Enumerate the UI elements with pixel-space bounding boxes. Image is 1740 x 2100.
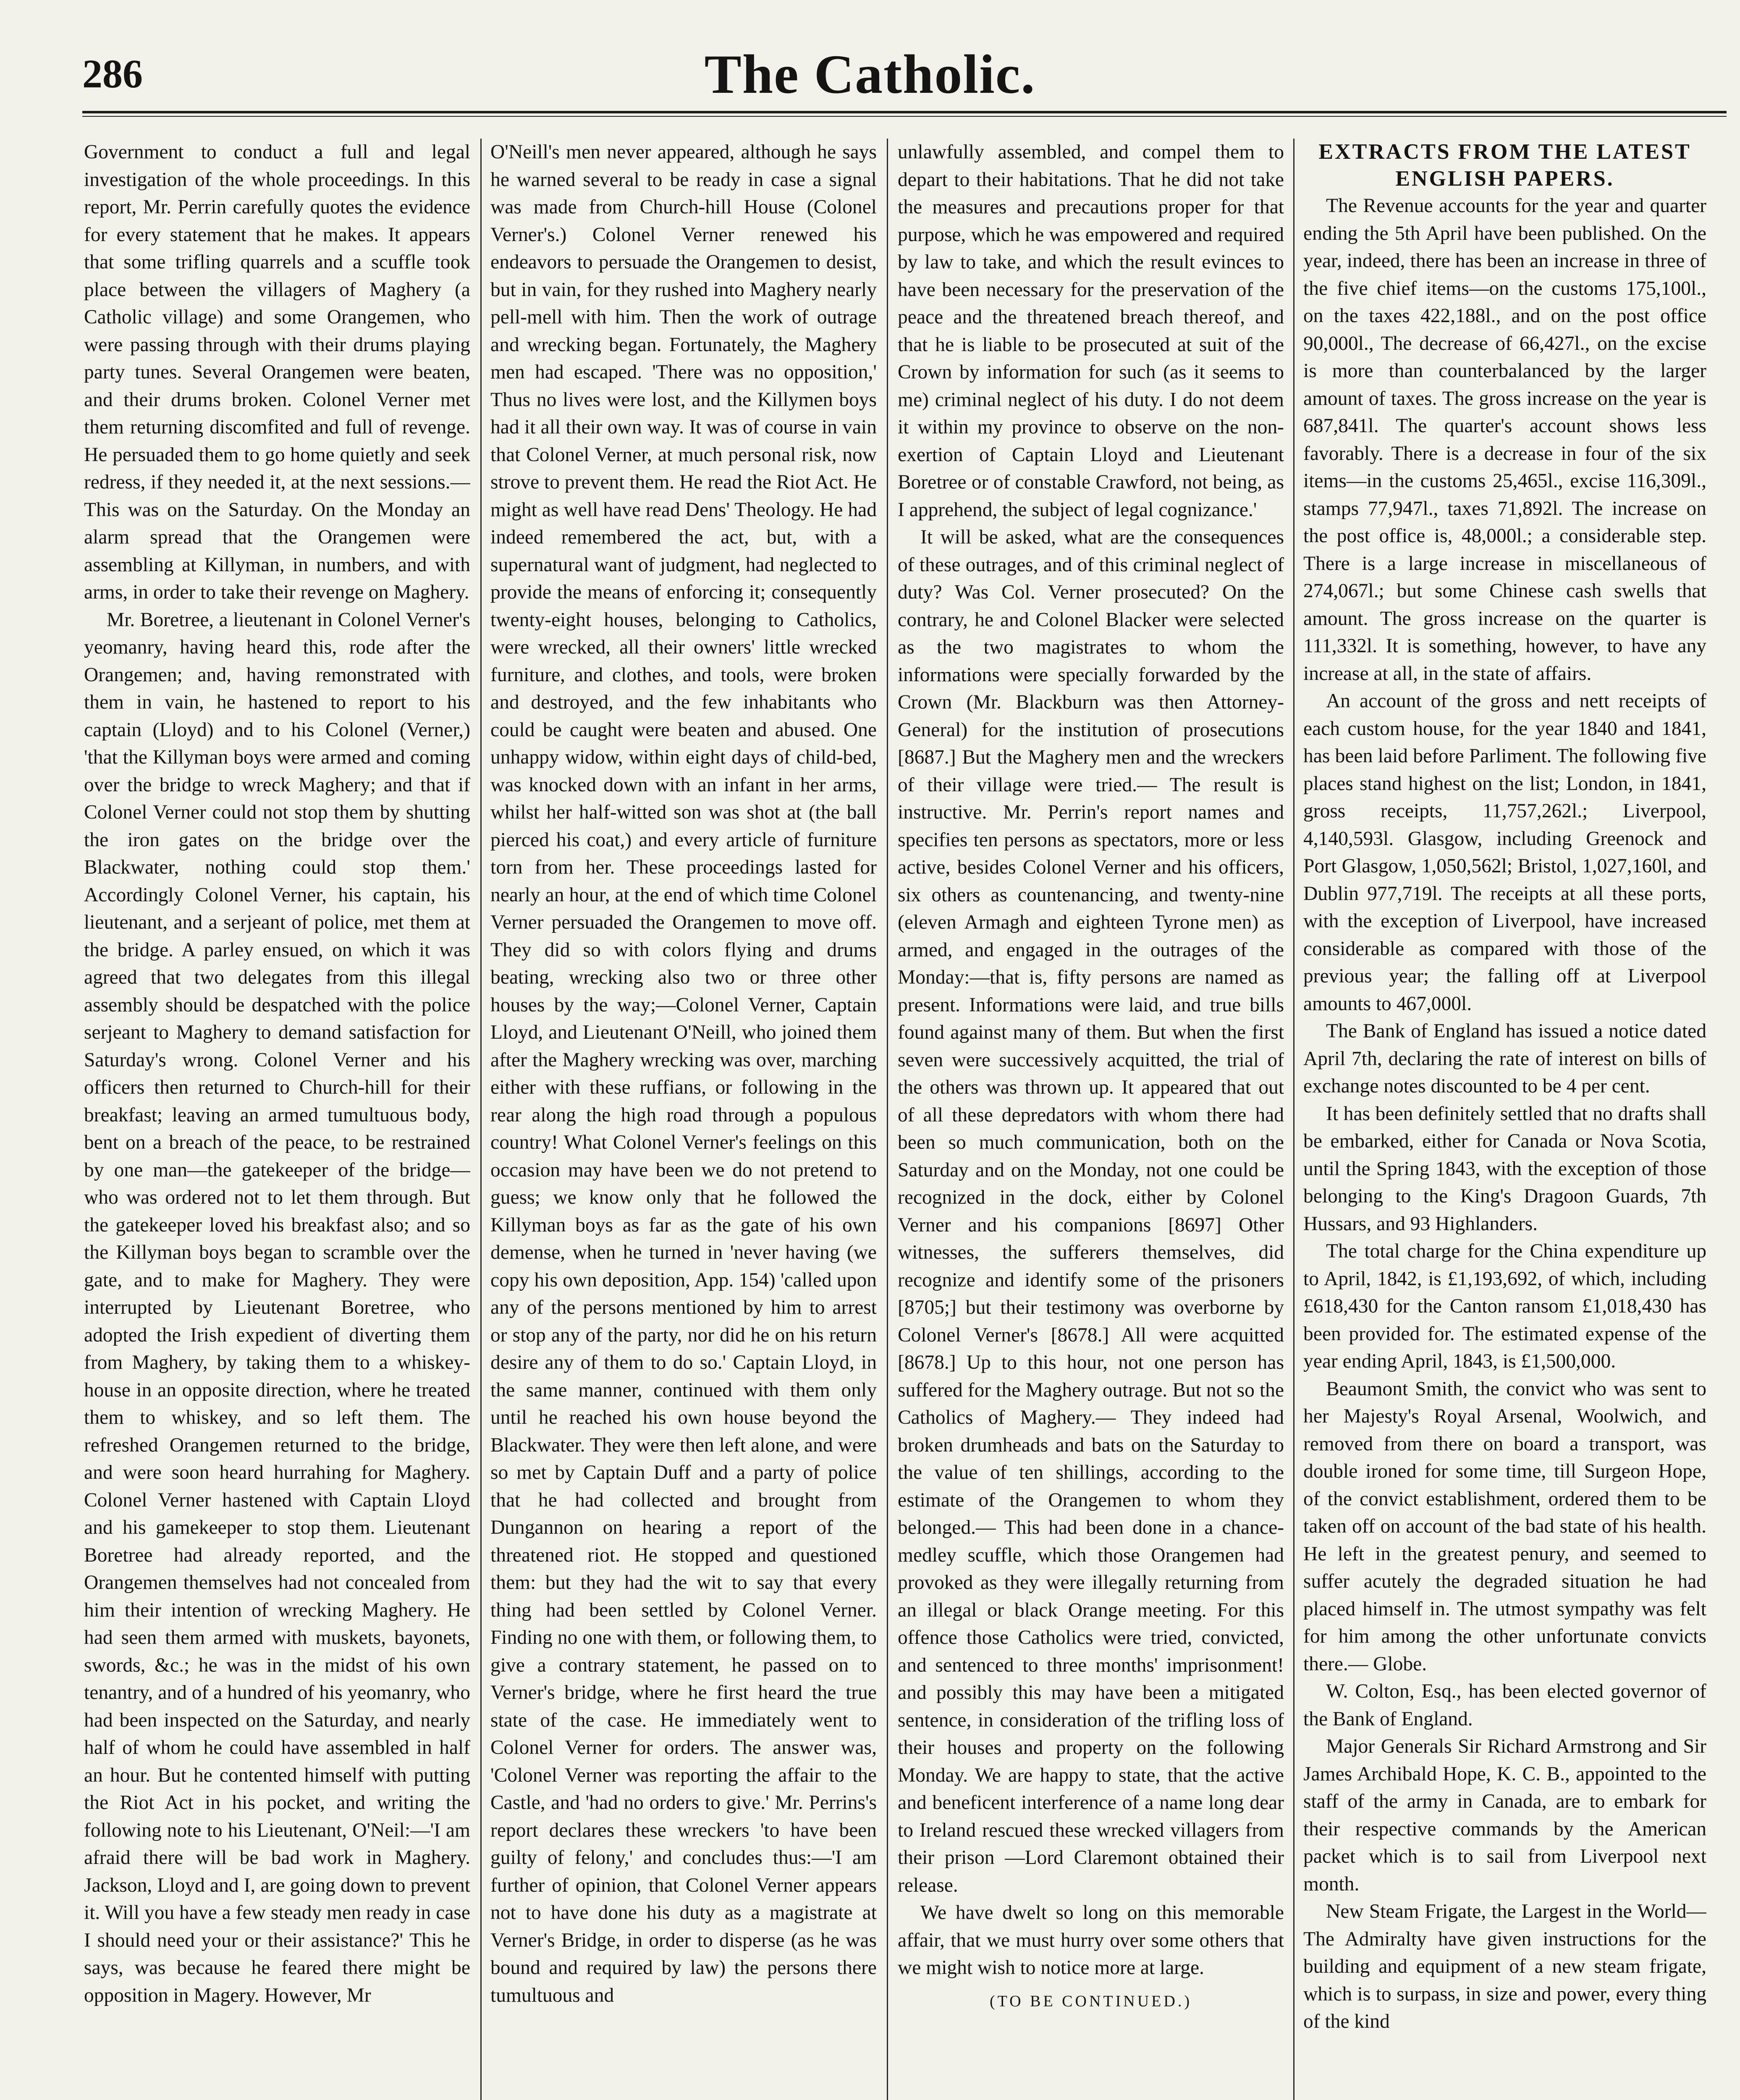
section-heading: EXTRACTS FROM THE LATEST ENGLISH PAPERS.	[1318, 140, 1691, 191]
news-item: New Steam Frigate, the Largest in the World—The Admiralty have given instructions for the building and equipment of a new steam frigate, which is to surpass, in size and power, every thing of the kind	[1303, 1900, 1706, 2032]
column-divider	[480, 139, 482, 2100]
column-4	[1303, 139, 1706, 2100]
news-item: The Revenue accounts for the year and quarter ending the 5th April have been published. On the year, indeed, there has been an increase in three of the five chief items—on the customs 175,100l., on the taxes 422,188l., and on the post office 90,000l., The decrease of 66,427l., on the excise is more than counterbalanced by the larger amount of taxes. The gross increase on the year is 687,841l. The quarter's account shows less favorably. There is a decrease in four of the six items—in the customs 25,465l., excise 116,309l., stamps 77,947l., taxes 71,892l. The increase on the post office is, 48,000l.; a considerable step. There is a large increase in miscellaneous of 274,067l.; but some Chinese cash swells that amount. The gross increase on the quarter is 111,332l. It is something, however, to have any increase at all, in the state of affairs.	[1303, 195, 1706, 685]
header-rule	[82, 111, 1727, 117]
article-paragraph: Government to conduct a full and legal investigation of the whole proceedings. In this report, Mr. Perrin carefully quotes the evidence for every statement that he makes. It appears that some trifling quarrels and a scuffle took place between the villagers of Maghery (a Catholic village) and some Orangemen, who were passing through with their drums playing party tunes. Several Orangemen were beaten, and their drums broken. Colonel Verner met them returning discomfited and full of revenge. He persuaded them to go home quietly and seek redress, if they needed it, at the next sessions.— This was on the Saturday. On the Monday an alarm spread that the Orangemen were assembling at Killyman, in numbers, and with arms, in order to take their revenge on Maghery.	[84, 141, 470, 603]
news-item: W. Colton, Esq., has been elected governor of the Bank of England.	[1303, 1680, 1706, 1730]
column-1	[84, 139, 470, 2100]
page-number: 286	[82, 51, 143, 96]
article-paragraph: Mr. Boretree, a lieutenant in Colonel Verner's yeomanry, having heard this, rode after the Orangemen; and, having remonstrated with them in vain, he hastened to report to his captain (Lloyd) and to his Colonel (Verner,) 'that the Killyman boys were armed and coming over the bridge to wreck Maghery; and that if Colonel Verner could not stop them by shutting the iron gates on the bridge over the Blackwater, nothing could stop them.' Accordingly Colonel Verner, his captain, his lieutenant, and a serjeant of police, met them at the bridge. A parley ensued, on which it was agreed that two delegates from this illegal assembly should be despatched with the police serjeant to Maghery to demand satisfaction for Saturday's wrong. Colonel Verner and his officers then returned to Church-hill for their breakfast; leaving an armed tumultuous body, bent on a breach of the peace, to be restrained by one man—the gatekeeper of the bridge—who was ordered not to let them through. But the gatekeeper loved his breakfast also; and so the Killyman boys began to scramble over the gate, and to make for Maghery. They were interrupted by Lieutenant Boretree, who adopted the Irish expedient of diverting them from Maghery, by taking them to a whiskey-house in an opposite direction, where he treated them to whiskey, and so left them. The refreshed Orangemen returned to the bridge, and were soon heard hurrahing for Maghery. Colonel Verner hastened with Captain Lloyd and his gamekeeper to stop them. Lieutenant Boretree had already reported, and the Orangemen themselves had not concealed from him their intention of wrecking Maghery. He had seen them armed with muskets, bayonets, swords, &c.; he was in the midst of his own tenantry, and of a hundred of his yeomanry, who had been inspected on the Saturday, and nearly half of whom he could have assembled in half an hour. But he contented himself with putting the Riot Act in his pocket, and writing the following note to his Lieutenant, O'Neil:—'I am afraid there will be bad work in Maghery. Jackson, Lloyd and I, are going down to prevent it. Will you have a few steady men ready in case I should need your or their assistance?' This he says, was because he feared there might be opposition in Magery. However, Mr	[84, 609, 470, 2006]
news-item: It has been definitely settled that no drafts shall be embarked, either for Canada or Nova Scotia, until the Spring 1843, with the exception of those belonging to the King's Dragoon Guards, 7th Hussars, and 93 Highlanders.	[1303, 1102, 1706, 1235]
column-divider	[887, 139, 888, 2100]
article-paragraph: unlawfully assembled, and compel them to depart to their habitations. That he did not take the measures and precautions proper for that purpose, which he was empowered and required by law to take, and which the result evinces to have been necessary for the preservation of the peace and the threatened breach thereof, and that he is liable to be prosecuted at suit of the Crown by information for such (as it seems to me) criminal neglect of his duty. I do not deem it within my province to observe on the non-exertion of Captain Lloyd and Lieutenant Boretree or of constable Crawford, not being, as I apprehend, the subject of legal cognizance.'	[898, 141, 1284, 521]
column-3	[898, 139, 1284, 2100]
article-paragraph: We have dwelt so long on this memorable affair, that we must hurry over some others that we might wish to notice more at large.	[898, 1902, 1284, 1979]
newspaper-title: The Catholic.	[704, 43, 1036, 105]
column-divider	[1293, 139, 1295, 2100]
news-item: The Bank of England has issued a notice dated April 7th, declaring the rate of interest on bills of exchange notes discounted to be 4 per cent.	[1303, 1020, 1706, 1097]
news-item: The total charge for the China expenditure up to April, 1842, is £1,193,692, of which, including £618,430 for the Canton ransom £1,018,430 has been provided for. The estimated expense of the year ending April, 1843, is £1,500,000.	[1303, 1240, 1706, 1372]
continued-notice: (TO BE CONTINUED.)	[990, 1992, 1192, 2010]
article-paragraph: O'Neill's men never appeared, although he says he warned several to be ready in case a signal was made from Church-hill House (Colonel Verner's.) Colonel Verner renewed his endeavors to persuade the Orangemen to desist, but in vain, for they rushed into Maghery nearly pell-mell with him. Then the work of outrage and wrecking began. Fortunately, the Maghery men had escaped. 'There was no opposition,' Thus no lives were lost, and the Killymen boys had it all their own way. It was of course in vain that Colonel Verner, at much personal risk, now strove to prevent them. He read the Riot Act. He might as well have read Dens' Theology. He had indeed remembered the act, but, with a supernatural want of judgment, had neglected to provide the means of enforcing it; consequently twenty-eight houses, belonging to Catholics, were wrecked, all their owners' little wrecked furniture, and clothes, and tools, were broken and destroyed, and the few inhabitants who could be caught were beaten and abused. One unhappy widow, within eight days of child-bed, was knocked down with an infant in her arms, whilst her half-witted son was shot at (the ball pierced his coat,) and every article of furniture torn from her. These proceedings lasted for nearly an hour, at the end of which time Colonel Verner persuaded the Orangemen to move off. They did so with colors flying and drums beating, wrecking also two or three other houses by the way;—Colonel Verner, Captain Lloyd, and Lieutenant O'Neill, who joined them after the Maghery wrecking was over, marching either with these ruffians, or following in the rear along the high road through a populous country! What Colonel Verner's feelings on this occasion may have been we do not pretend to guess; we know only that he followed the Killyman boys as far as the gate of his own demense, when he turned in 'never having (we copy his own deposition, App. 154) 'called upon any of the persons mentioned by him to arrest or stop any of the party, nor did he on his return desire any of them to do so.' Captain Lloyd, in the same manner, continued with them only until he reached his own house beyond the Blackwater. They were then left alone, and were so met by Captain Duff and a party of police that he had collected and brought from Dungannon on hearing a report of the threatened riot. He stopped and questioned them: but they had the wit to say that every thing had been settled by Colonel Verner. Finding no one with them, or following them, to give a contrary statement, he passed on to Verner's bridge, where he first heard the true state of the case. He immediately went to Colonel Verner for orders. The answer was, 'Colonel Verner was reporting the affair to the Castle, and 'had no orders to give.' Mr. Perrins's report declares these wreckers 'to have been guilty of felony,' and concludes thus:—'I am further of opinion, that Colonel Verner appears not to have done his duty as a magistrate at Verner's Bridge, in order to disperse (as he was bound and required by law) the persons there tumultuous and	[490, 141, 877, 2006]
news-item: Beaumont Smith, the convict who was sent to her Majesty's Royal Arsenal, Woolwich, and removed from there on board a transport, was double ironed for some time, till Surgeon Hope, of the convict establishment, ordered them to be taken off on account of the bad state of his health. He left in the greatest penury, and seemed to suffer acutely the degraded situation he had placed himself in. The utmost sympathy was felt for him among the other unfortunate convicts there.— Globe.	[1303, 1378, 1706, 1675]
news-item: An account of the gross and nett receipts of each custom house, for the year 1840 and 1841, has been laid before Parliment. The following five places stand highest on the list; London, in 1841, gross receipts, 11,757,262l.; Liverpool, 4,140,593l. Glasgow, including Greenock and Port Glasgow, 1,050,562l; Bristol, 1,027,160l, and Dublin 977,719l. The receipts at all these ports, with the exception of Liverpool, have increased considerable as compared with those of the previous year; the falling off at Liverpool amounts to 467,000l.	[1303, 690, 1706, 1015]
article-paragraph: It will be asked, what are the consequences of these outrages, and of this criminal neglect of duty? Was Col. Verner prosecuted? On the contrary, he and Colonel Blacker were selected as the two magistrates to whom the informations were specially forwarded by the Crown (Mr. Blackburn was then Attorney-General) for the institution of prosecutions [8687.] But the Maghery men and the wreckers of their village were tried.— The result is instructive. Mr. Perrin's report names and specifies ten persons as spectators, more or less active, besides Colonel Verner and his officers, six others as countenancing, and twenty-nine (eleven Armagh and eighteen Tyrone men) as armed, and engaged in the outrages of the Monday:—that is, fifty persons are named as present. Informations were laid, and true bills found against many of them. But when the first seven were successively acquitted, the trial of the others was thrown up. It appeared that out of all these depredators with whom there had been so much communication, both on the Saturday and on the Monday, not one could be recognized in the dock, either by Colonel Verner and his companions [8697] Other witnesses, the sufferers themselves, did recognize and identify some of the prisoners [8705;] but their testimony was overborne by Colonel Verner's [8678.] All were acquitted [8678.] Up to this hour, not one person has suffered for the Maghery outrage. But not so the Catholics of Maghery.— They indeed had broken drumheads and bats on the Saturday to the value of ten shillings, according to the estimate of the Orangemen to whom they belonged.— This had been done in a chance-medley scuffle, which those Orangemen had provoked as they were illegally returning from an illegal or black Orange meeting. For this offence those Catholics were tried, convicted, and sentenced to three months' imprisonment! and possibly this may have been a mitigated sentence, in consideration of the trifling loss of their houses and property on the following Monday. We are happy to state, that the active and beneficent interference of a name long dear to Ireland rescued these wrecked villagers from their prison —Lord Claremont obtained their release.	[898, 526, 1284, 1896]
news-item: Major Generals Sir Richard Armstrong and Sir James Archibald Hope, K. C. B., appointed to the staff of the army in Canada, are to embark for their respective commands by the American packet which is to sail from Liverpool next month.	[1303, 1735, 1706, 1895]
column-2	[490, 139, 877, 2100]
